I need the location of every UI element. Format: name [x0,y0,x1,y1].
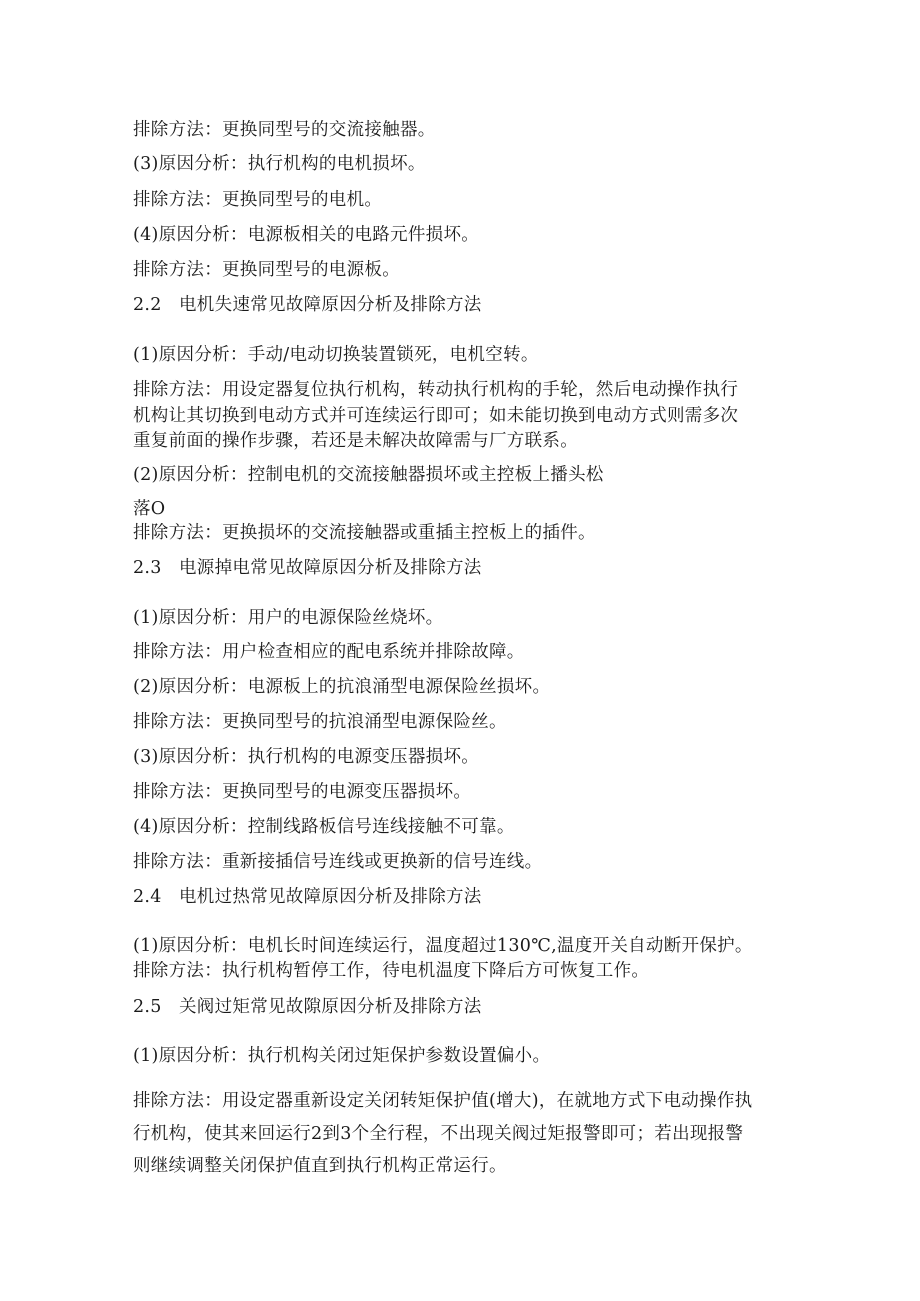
paragraph-line: (4)原因分析：电源板相关的电路元件损坏。 [133,225,480,245]
paragraph-line: (3)原因分析：执行机构的电机损坏。 [133,154,426,174]
paragraph-line: 排除方法：更换损坏的交流接触器或重插主控板上的插件。 [133,523,596,543]
paragraph-line: (2)原因分析：控制电机的交流接触器损坏或主控板上播头松 [133,465,604,485]
section-heading-2-5 [133,995,482,1019]
section-number: 2.4 [133,887,162,907]
section-number: 2.2 [133,295,162,315]
paragraph-line: (2)原因分析：电源板上的抗浪涌型电源保险丝损坏。 [133,677,551,697]
section-heading-2-2 [133,293,482,317]
paragraph-line: 排除方法：更换同型号的交流接触器。 [133,120,436,140]
section-heading-2-3 [133,556,482,580]
paragraph-line: 排除方法：重新接插信号连线或更换新的信号连线。 [133,852,543,872]
section-title: 电机失速常见故障原因分析及排除方法 [179,295,482,315]
paragraph-line: 重复前面的操作步骤，若还是未解决故障需与厂方联系。 [133,431,578,451]
paragraph-line: (4)原因分析：控制线路板信号连线接触不可靠。 [133,817,515,837]
paragraph-line: (1)原因分析：执行机构关闭过矩保护参数设置偏小。 [133,1046,551,1066]
paragraph-line: 则继续调整关闭保护值直到执行机构正常运行。 [133,1156,507,1176]
paragraph-line: 落O [133,499,166,519]
paragraph-line: 排除方法：用设定器重新设定关闭转矩保护值(增大)，在就地方式下电动操作执 [133,1091,753,1111]
paragraph-line: 排除方法：更换同型号的电源变压器损坏。 [133,782,472,802]
section-title: 电机过热常见故障原因分析及排除方法 [179,887,482,907]
paragraph-line: (1)原因分析：用户的电源保险丝烧坏。 [133,608,444,628]
paragraph-line: (1)原因分析：手动/电动切换装置锁死，电机空转。 [133,345,539,365]
paragraph-line: 排除方法：用户检查相应的配电系统并排除故障。 [133,642,525,662]
paragraph-line: 排除方法：执行机构暂停工作，待电机温度下降后方可恢复工作。 [133,961,650,981]
paragraph-line: 排除方法：用设定器复位执行机构，转动执行机构的手轮，然后电动操作执行 [133,380,739,400]
paragraph-line: (1)原因分析：电机长时间连续运行，温度超过130℃,温度开关自动断开保护。 [133,936,753,956]
paragraph-line: 排除方法：更换同型号的电机。 [133,190,383,210]
paragraph-line: 排除方法：更换同型号的抗浪涌型电源保险丝。 [133,712,507,732]
section-heading-2-4 [133,885,482,909]
section-title: 电源掉电常见故障原因分析及排除方法 [179,558,482,578]
paragraph-line: (3)原因分析：执行机构的电源变压器损坏。 [133,747,480,767]
section-number: 2.5 [133,997,162,1017]
paragraph-line: 行机构，使其来回运行2到3个全行程，不出现关阀过矩报警即可；若出现报警 [133,1124,744,1144]
section-title: 关阀过矩常见故隙原因分析及排除方法 [179,997,482,1017]
paragraph-line: 机构让其切换到电动方式并可连续运行即可；如未能切换到电动方式则需多次 [133,406,739,426]
section-number: 2.3 [133,558,162,578]
paragraph-line: 排除方法：更换同型号的电源板。 [133,260,400,280]
